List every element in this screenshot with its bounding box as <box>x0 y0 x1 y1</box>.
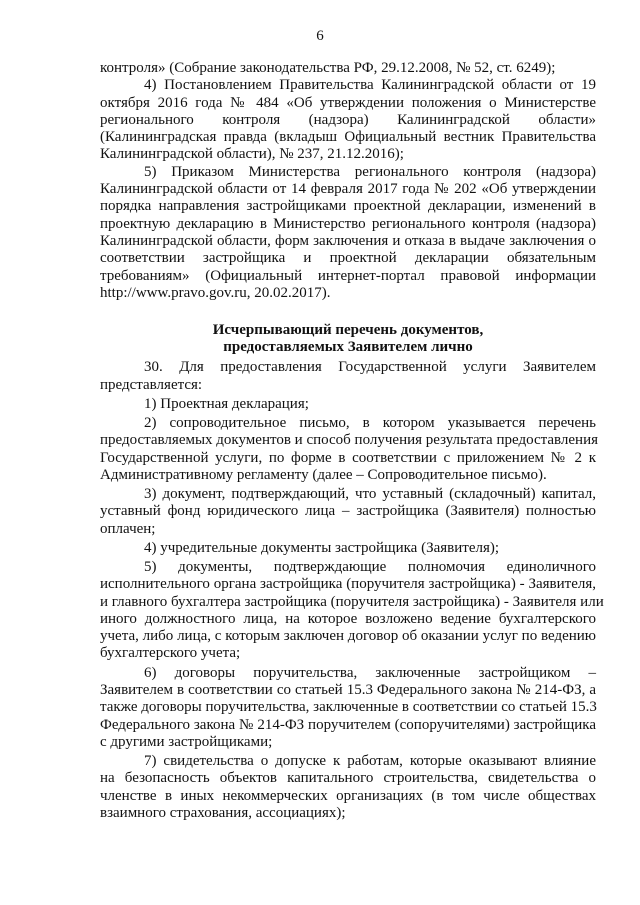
text-line: предоставляемых документов и способ получения результата предоставления <box>100 432 598 449</box>
text-line: представляется: <box>100 376 203 393</box>
text-line: http://www.pravo.gov.ru, 20.02.2017). <box>100 284 331 301</box>
text-line: бухгалтерского учета; <box>100 645 241 662</box>
text-line: учета, либо лица, с которым заключен договор об оказании услуг по ведению <box>100 628 596 645</box>
text-line: регионального контроля (надзора) Калининградской области» <box>100 111 596 128</box>
text-line: исполнительного органа застройщика (поручителя застройщика) - Заявителя, <box>100 576 596 593</box>
text-line: 30. Для предоставления Государственной услуги Заявителем <box>144 359 596 376</box>
text-line: 3) документ, подтверждающий, что уставный (складочный) капитал, <box>144 486 596 502</box>
list-item-7 <box>100 753 596 822</box>
list-item-2 <box>100 415 596 484</box>
text-line: оплачен; <box>100 520 156 537</box>
text-line: 4) учредительные документы застройщика (Заявителя); <box>144 539 500 556</box>
heading-line: Исчерпывающий перечень документов, <box>212 322 484 339</box>
text-line: проектную декларацию в Министерство регионального контроля (надзора) <box>100 215 596 232</box>
text-line: на безопасность объектов капитального строительства, свидетельства о <box>100 770 596 787</box>
text-line: с другими застройщиками; <box>100 733 273 750</box>
text-line: Калининградской области), № 237, 21.12.2016); <box>100 146 404 163</box>
text-line: иного должностного лица, на которое возложено ведение бухгалтерского <box>100 610 596 627</box>
text-line: 5) документы, подтверждающие полномочия единоличного <box>144 558 596 575</box>
text-line: Государственной услуги, по форме в соответствии с приложением № 2 к <box>100 449 596 466</box>
text-line: соответствии застройщика и проектной декларации обязательным <box>100 250 596 267</box>
text-line: членстве в иных некоммерческих организациях (в том числе обществах <box>100 787 596 804</box>
text-line: порядка направления застройщиками проектной декларации, изменений в <box>100 198 596 215</box>
text-line: Административному регламенту (далее – Сопроводительное письмо). <box>100 466 547 483</box>
list-item-5 <box>100 558 604 663</box>
text-line: Федерального закона № 214-ФЗ поручителем (сопоручителями) застройщика <box>100 716 596 733</box>
paragraph-item-5 <box>100 164 596 302</box>
paragraph-continuation <box>100 60 596 77</box>
paragraph-item-4 <box>100 77 596 163</box>
text-line: также договоры поручительства, заключенные в соответствии со статьей 15.3 <box>100 699 597 716</box>
text-line: октября 2016 года № 484 «Об утверждении положения о Министерстве <box>100 94 596 111</box>
list-item-6 <box>100 665 596 751</box>
text-line: контроля» (Собрание законодательства РФ, 29.12.2008, № 52, ст. 6249); <box>100 60 556 76</box>
text-line: и главного бухгалтера застройщика (поручителя застройщика) - Заявителя или <box>100 593 604 610</box>
text-line: 5) Приказом Министерства регионального контроля (надзора) <box>144 163 596 180</box>
list-item-1 <box>100 396 596 413</box>
list-item-4 <box>100 540 596 557</box>
list-item-3 <box>100 486 596 538</box>
text-line: 6) договоры поручительства, заключенные застройщиком – <box>144 664 596 681</box>
text-line: 4) Постановлением Правительства Калининградской области от 19 <box>144 77 596 94</box>
text-line: (Калининградская правда (вкладыш Официальный вестник Правительства <box>100 129 596 146</box>
text-line: 1) Проектная декларация; <box>144 395 309 412</box>
document-body <box>100 60 604 824</box>
text-line: Заявителем в соответствии со статьей 15.3 Федерального закона № 214-ФЗ, а <box>100 681 596 698</box>
text-line: 2) сопроводительное письмо, в котором указывается перечень <box>144 414 596 431</box>
clause-30 <box>100 359 596 394</box>
section-heading <box>100 322 596 357</box>
text-line: уставный фонд юридического лица – застройщика (Заявителя) полностью <box>100 503 596 520</box>
text-line: 7) свидетельства о допуске к работам, которые оказывают влияние <box>144 753 596 770</box>
text-line: требованиям» (Официальный интернет-портал правовой информации <box>100 267 596 284</box>
text-line: взаимного страхования, ассоциациях); <box>100 804 346 821</box>
heading-line: предоставляемых Заявителем лично <box>223 339 473 356</box>
text-line: Калининградской области, форм заключения и отказа в выдаче заключения о <box>100 232 596 249</box>
page-number: 6 <box>316 28 324 44</box>
text-line: Калининградской области от 14 февраля 2017 года № 202 «Об утверждении <box>100 181 596 198</box>
